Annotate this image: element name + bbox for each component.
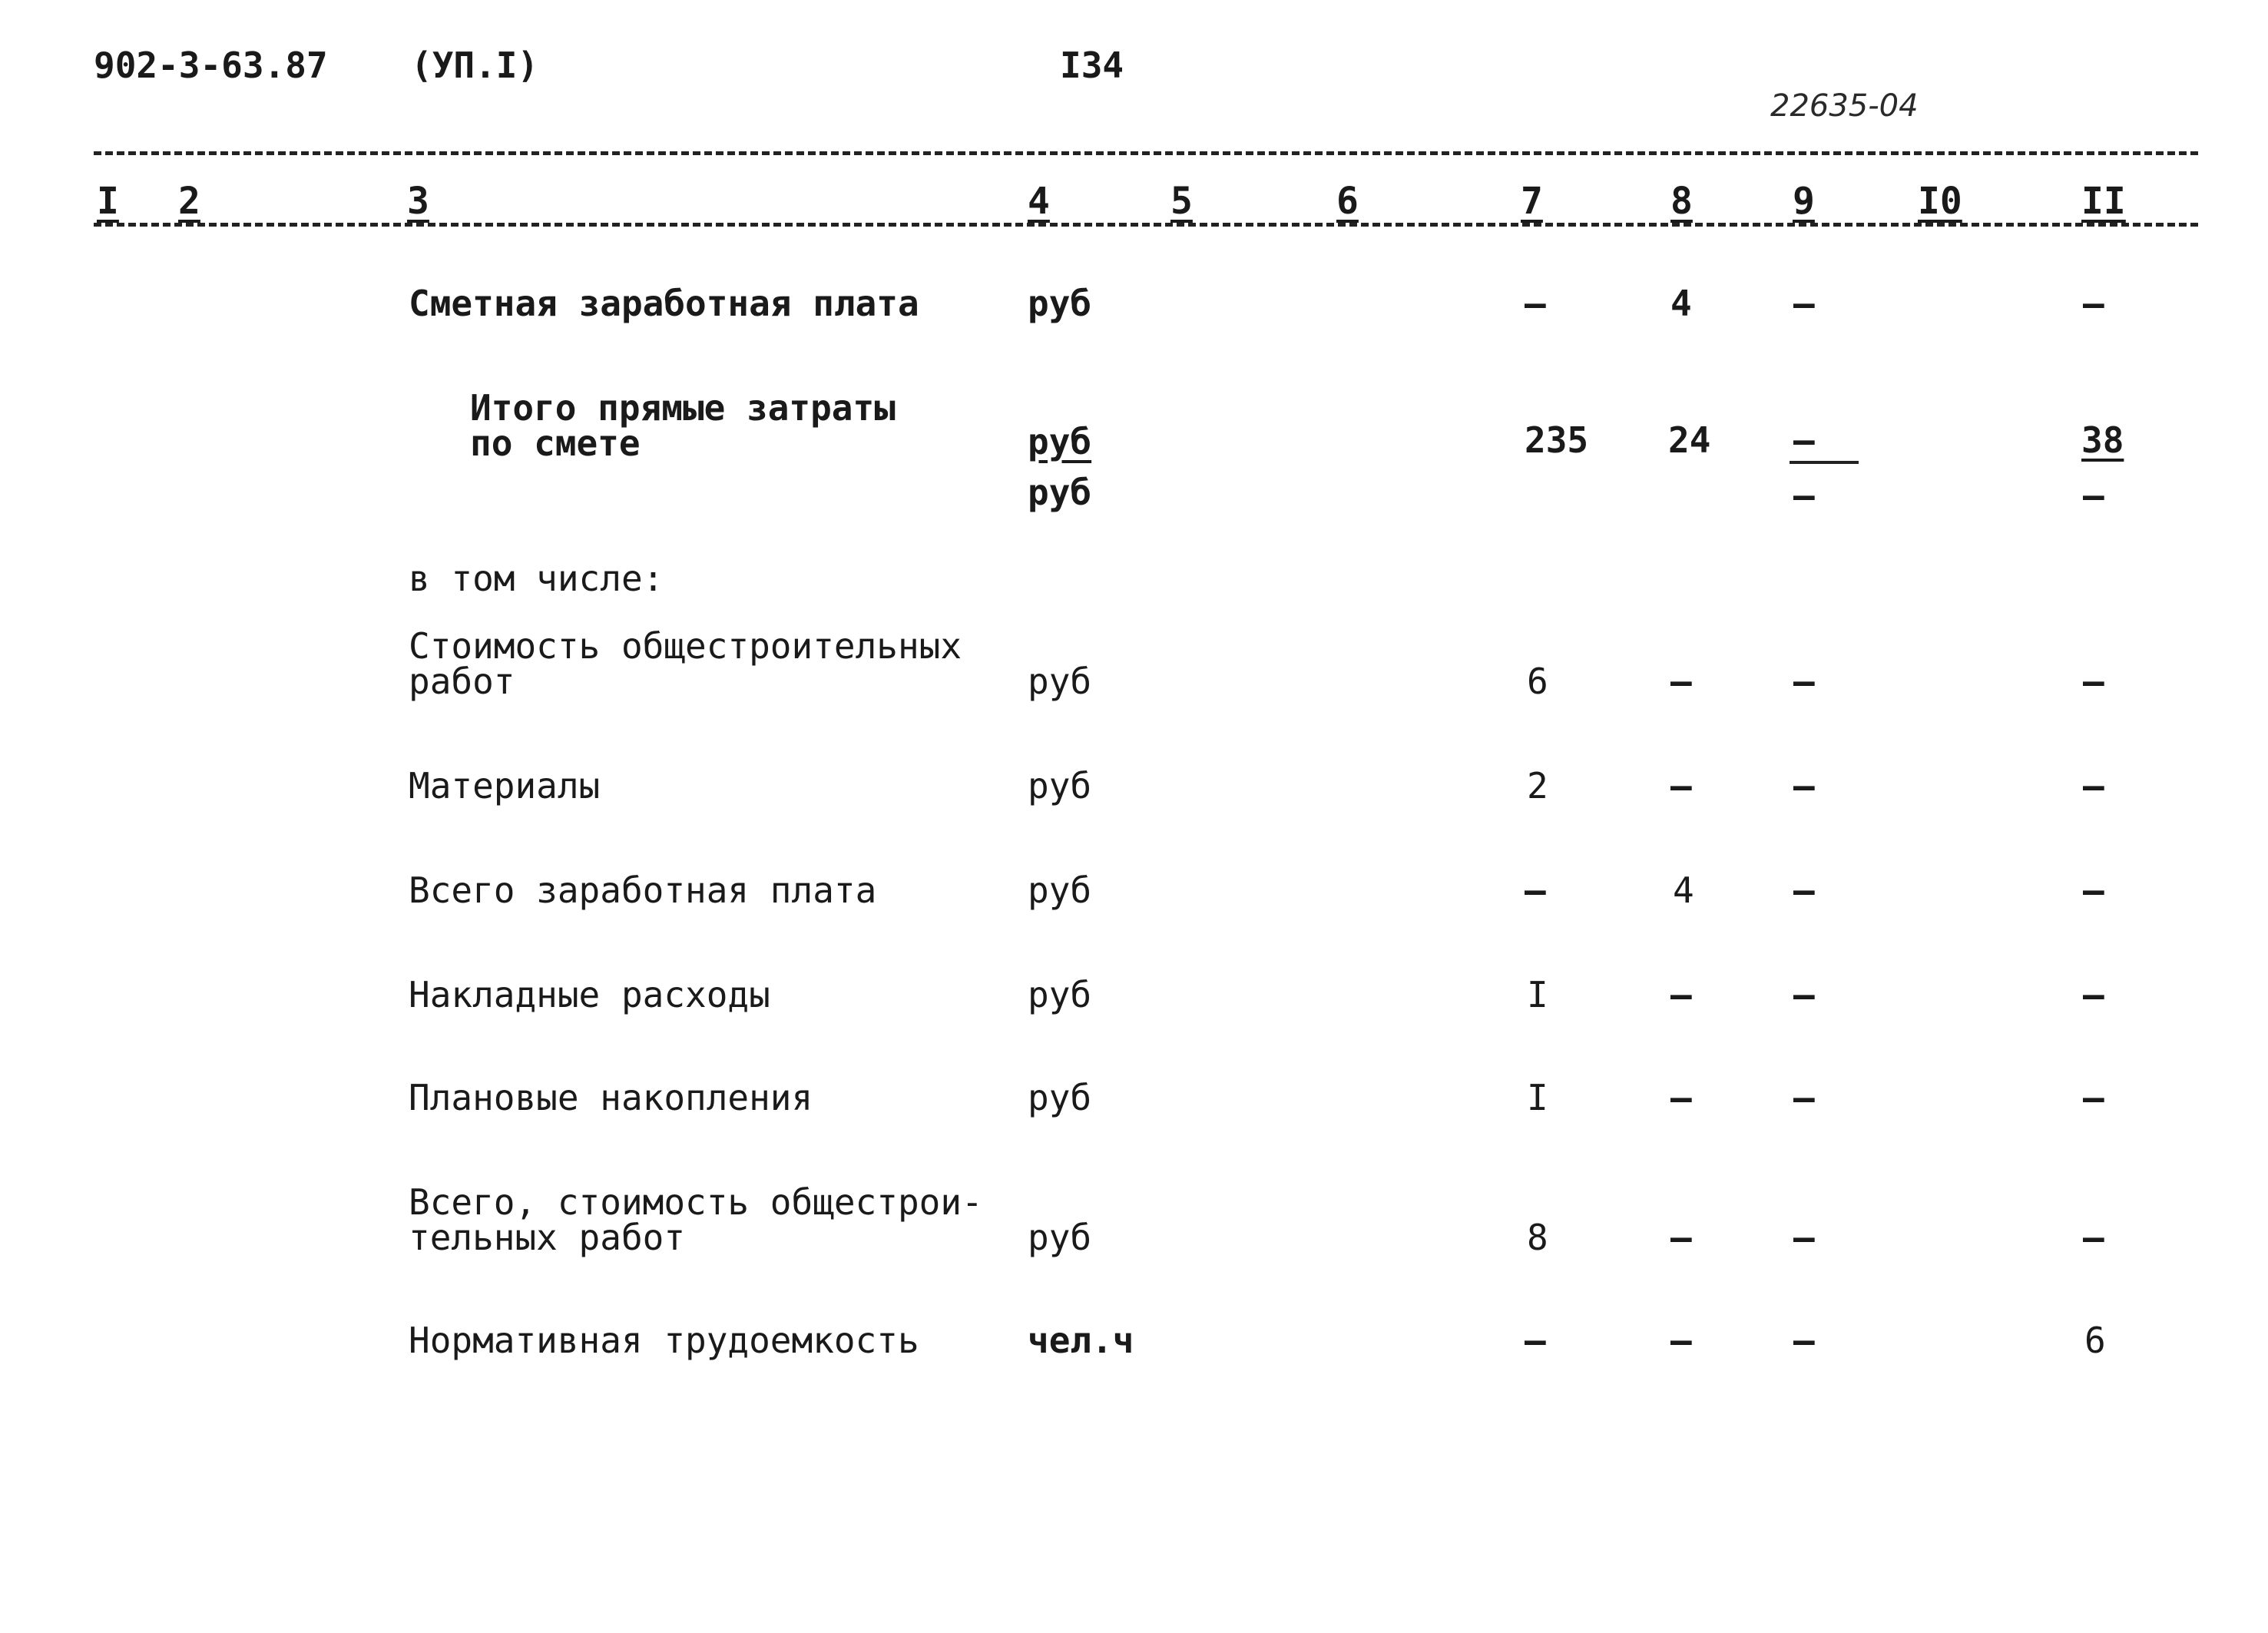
- row-col9: –: [1793, 661, 1815, 702]
- row-col8: –: [1670, 1077, 1692, 1118]
- row-col9: –: [1793, 765, 1815, 807]
- row-col7: –: [1525, 283, 1546, 324]
- row-col9-underline: [1790, 461, 1859, 464]
- row-label-overhead: Накладные расходы: [409, 974, 770, 1015]
- row-unit: руб: [1028, 974, 1092, 1015]
- row-unit: руб: [1028, 661, 1092, 702]
- page-number: I34: [1060, 45, 1124, 86]
- row-col8: –: [1670, 765, 1692, 807]
- column-number-divider: [94, 223, 2198, 227]
- col-number-5: 5: [1170, 180, 1193, 223]
- row-label-estimated-wages: Сметная заработная плата: [409, 283, 919, 324]
- row-col9: –: [1793, 1320, 1815, 1361]
- row-col8: 4: [1670, 283, 1692, 324]
- row-label-total-wages: Всего заработная плата: [409, 869, 877, 911]
- row-col9: –: [1793, 869, 1815, 911]
- row-col9: –: [1793, 419, 1815, 461]
- row-col11: –: [2083, 661, 2104, 702]
- row-col11: –: [2083, 283, 2104, 324]
- row-unit: руб: [1028, 1077, 1092, 1118]
- col-number-3: 3: [407, 180, 429, 223]
- row-label-total-general-construction: Всего, стоимость общестрои- тельных работ: [409, 1181, 983, 1258]
- row-unit: руб: [1028, 1217, 1092, 1258]
- row-label-general-construction-cost: Стоимость общестроительных работ: [409, 625, 962, 702]
- row-col8: 24: [1668, 419, 1711, 461]
- row-col7: 235: [1525, 419, 1589, 461]
- row-col7: –: [1525, 1320, 1546, 1361]
- row-col11-secondary: –: [2083, 475, 2104, 516]
- row-unit: руб: [1028, 421, 1092, 462]
- row-unit: руб: [1028, 283, 1092, 324]
- row-col7: I: [1527, 1077, 1548, 1118]
- col-number-1: I: [97, 180, 119, 223]
- header-divider: [94, 151, 2198, 155]
- row-col8: –: [1670, 974, 1692, 1015]
- row-label-including: в том числе:: [409, 558, 664, 599]
- row-label-planned-savings: Плановые накопления: [409, 1077, 813, 1118]
- row-col11: –: [2083, 869, 2104, 911]
- row-label-normative-labor: Нормативная трудоемкость: [409, 1320, 919, 1361]
- row-col7: 8: [1527, 1217, 1548, 1258]
- row-col11: –: [2083, 765, 2104, 807]
- row-col11: –: [2083, 1217, 2104, 1258]
- col-number-7: 7: [1521, 180, 1543, 223]
- row-col9: –: [1793, 974, 1815, 1015]
- col-number-10: I0: [1918, 180, 1962, 223]
- col-number-6: 6: [1336, 180, 1359, 223]
- row-label-materials: Материалы: [409, 765, 601, 807]
- row-col8: –: [1670, 1320, 1692, 1361]
- row-col11: 38: [2081, 419, 2124, 461]
- row-col9: –: [1793, 283, 1815, 324]
- row-col8: –: [1670, 661, 1692, 702]
- row-col9: –: [1793, 1217, 1815, 1258]
- handwritten-reference: 22635-04: [1770, 88, 1919, 124]
- row-unit: руб: [1028, 869, 1092, 911]
- row-unit: чел.ч: [1028, 1320, 1134, 1361]
- document-code: 902-3-63.87: [94, 45, 328, 86]
- row-col11: –: [2083, 1077, 2104, 1118]
- row-col7: 6: [1527, 661, 1548, 702]
- row-col9-secondary: –: [1793, 475, 1815, 516]
- row-col11: –: [2083, 974, 2104, 1015]
- row-col7: –: [1525, 869, 1546, 911]
- col-number-8: 8: [1670, 180, 1693, 223]
- row-col7: 2: [1527, 765, 1548, 807]
- row-col9: –: [1793, 1077, 1815, 1118]
- col-number-4: 4: [1028, 180, 1050, 223]
- row-col8: 4: [1673, 869, 1694, 911]
- col-number-2: 2: [178, 180, 200, 223]
- row-col7: I: [1527, 974, 1548, 1015]
- col-number-9: 9: [1793, 180, 1815, 223]
- section-label: (УП.I): [411, 45, 539, 86]
- row-col11: 6: [2084, 1320, 2106, 1361]
- row-unit-secondary: руб: [1028, 472, 1092, 513]
- row-col8: –: [1670, 1217, 1692, 1258]
- col-number-11: II: [2081, 180, 2126, 223]
- row-label-total-direct-costs: Итого прямые затраты по смете: [470, 387, 896, 464]
- row-unit: руб: [1028, 765, 1092, 807]
